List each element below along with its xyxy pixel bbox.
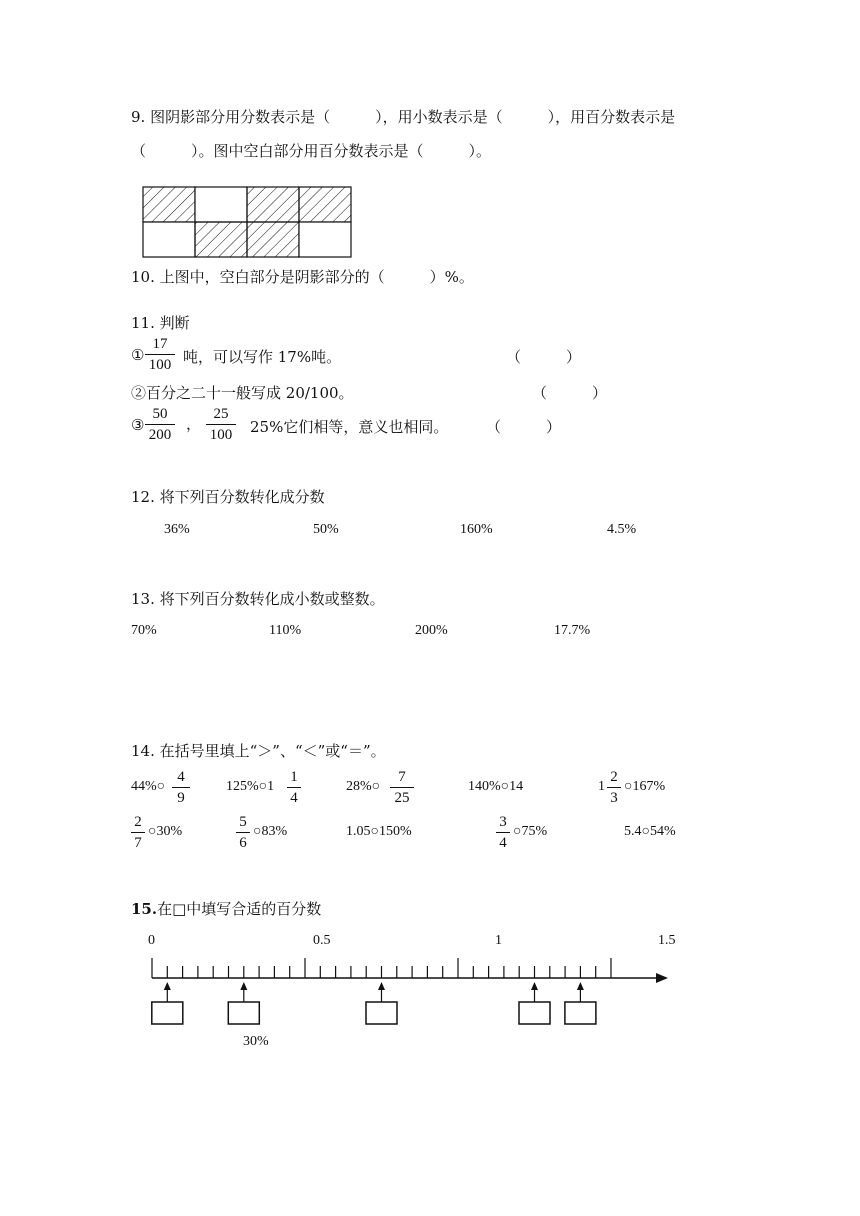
q12-title: 12. 将下列百分数转化成分数: [131, 488, 325, 506]
pointer-arrow-head: [240, 982, 247, 990]
q14-r1e-right: ○167%: [624, 779, 666, 794]
fraction-numerator: 2: [134, 814, 142, 830]
q14-r2a-right: ○30%: [148, 824, 183, 839]
fraction-denominator: 9: [177, 790, 185, 806]
q12-item: 50%: [313, 522, 339, 537]
answer-box[interactable]: [366, 1002, 397, 1024]
q13-item: 200%: [415, 623, 448, 638]
answer-box[interactable]: [519, 1002, 550, 1024]
q13-item: 70%: [131, 623, 157, 638]
q15-number: 15.: [131, 900, 158, 918]
fraction-numerator: 4: [177, 769, 185, 785]
fraction-numerator: 17: [152, 336, 168, 352]
q14-r2e: 5.4○54%: [624, 824, 676, 839]
fraction-numerator: 50: [152, 406, 168, 422]
q14-r2d-right: ○75%: [513, 824, 548, 839]
fraction-numerator: 5: [239, 814, 247, 830]
q13-title: 13. 将下列百分数转化成小数或整数。: [131, 590, 385, 608]
q11-item1-answer-paren: （ ）: [506, 348, 582, 366]
q11-title: 11. 判断: [131, 314, 190, 332]
q15-title-text: 在□中填写合适的百分数: [157, 900, 322, 918]
q9-line2: （ ）。图中空白部分用百分数表示是（ ）。: [131, 142, 492, 160]
answer-box[interactable]: [152, 1002, 183, 1024]
q14-title: 14. 在括号里填上“＞”、“＜”或“＝”。: [131, 742, 386, 760]
fraction-denominator: 100: [148, 357, 172, 373]
q11-item2-answer-paren: （ ）: [532, 384, 608, 402]
fraction-denominator: 4: [499, 835, 507, 851]
q12-item: 36%: [164, 522, 190, 537]
q14-r1b-left: 125%○1: [226, 779, 275, 794]
q11-item2-text: ②百分之二十一般写成 20/100。: [131, 384, 354, 402]
fraction-denominator: 25: [394, 790, 410, 806]
axis-label-1-5: 1.5: [658, 933, 676, 948]
q11-mark-1: ①: [131, 346, 145, 364]
q12-item: 4.5%: [607, 522, 637, 537]
q11-item1-text: 吨，可以写作 17%吨。: [183, 348, 342, 366]
axis-label-1: 1: [495, 933, 502, 948]
q14-r1e-whole: 1: [598, 779, 605, 794]
pointer-arrow-head: [531, 982, 538, 990]
fraction-denominator: 3: [610, 790, 618, 806]
pointer-arrow-head: [164, 982, 171, 990]
pointer-arrow-head: [577, 982, 584, 990]
fraction-denominator: 7: [134, 835, 142, 851]
example-answer-30-percent: 30%: [243, 1034, 269, 1049]
axis-arrow-head: [656, 973, 668, 983]
axis-label-0: 0: [148, 933, 155, 948]
fraction-denominator: 6: [239, 835, 247, 851]
q13-item: 110%: [269, 623, 302, 638]
fraction-numerator: 25: [213, 406, 229, 422]
q9-line1: 9. 图阴影部分用分数表示是（ ），用小数表示是（ ），用百分数表示是: [131, 108, 676, 126]
fraction-denominator: 4: [290, 790, 298, 806]
fraction-numerator: 1: [290, 769, 298, 785]
axis-label-0-5: 0.5: [313, 933, 331, 948]
q14-r2b-right: ○83%: [253, 824, 288, 839]
q13-item: 17.7%: [554, 623, 591, 638]
q14-r1a-left: 44%○: [131, 779, 166, 794]
q11-item3-text: 25%它们相等，意义也相同。: [250, 418, 449, 436]
fraction-numerator: 2: [610, 769, 618, 785]
q10-text: 10. 上图中，空白部分是阴影部分的（ ）%。: [131, 268, 474, 286]
q12-item: 160%: [460, 522, 493, 537]
q14-r1d: 140%○14: [468, 779, 524, 794]
answer-box[interactable]: [565, 1002, 596, 1024]
q11-comma: ，: [186, 415, 202, 433]
q11-item3-answer-paren: （ ）: [486, 418, 562, 436]
answer-box[interactable]: [228, 1002, 259, 1024]
fraction-numerator: 7: [398, 769, 406, 785]
pointer-arrow-head: [378, 982, 385, 990]
q14-r2c: 1.05○150%: [346, 824, 412, 839]
fraction-denominator: 100: [209, 427, 233, 443]
fraction-denominator: 200: [148, 427, 172, 443]
q11-mark-3: ③: [131, 416, 145, 434]
fraction-numerator: 3: [499, 814, 507, 830]
q14-r1c-left: 28%○: [346, 779, 381, 794]
